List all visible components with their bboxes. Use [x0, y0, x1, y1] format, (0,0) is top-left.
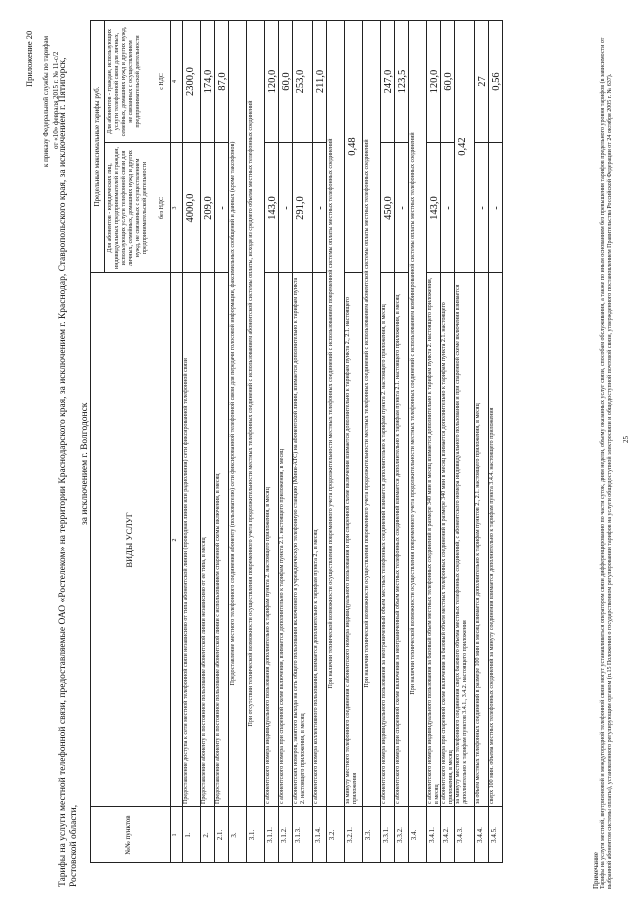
row-value-citizens: 211,0 — [315, 69, 326, 94]
row-num: 3.2. — [328, 829, 336, 841]
row-num: 3.4.2. — [442, 827, 450, 843]
row-service: Предоставление абоненту в постоянное пользование абонентской линии с использованием спаренной схемы включения, в месяц — [215, 473, 221, 804]
footnote-label: Примечание — [592, 852, 600, 889]
row-value-entities: - — [443, 206, 454, 210]
row-value-entities: 143,0 — [429, 196, 440, 220]
row-service: с абонентского номера индивидуального пользования за неограниченный объем местных телефонных соединений взимается дополнительно к тарифам пункта 2. настоящего приложения, в месяц — [381, 304, 387, 804]
row-value-entities: 143,0 — [267, 196, 278, 220]
row-num: 1. — [184, 832, 192, 838]
tariff-table — [90, 20, 620, 863]
row-num: 3.1.4. — [314, 827, 322, 843]
footnote-text: Тарифы на услуги местной, внутризоновой и междугородной телефонной связи могут устанавливаться оператором связи дифференцированно по части суток, дням недели, объему оказанных услуг связи, способам обслуживания, а также по иным основаниям без превышения тарифов предельного уровня тарифов (в зависимости от выбранной абонентом системы оплаты), установленного регулирующим органом (п.15 Положения о государственном регулировании тарифов на услуги общедоступной электросвязи и общедоступной почтовой связи, утвержденного постановлением Правительства Российской Федерации от 24 октября 2005 г. № 637). — [600, 37, 613, 889]
row-value-citizens: 60,0 — [281, 72, 292, 91]
row-value-entities: - — [281, 206, 292, 210]
header-entities: Для абонентов - юридических лиц, индивидуальных предпринимателей и граждан, использующих услуги телефонной связи для личных, семейных, домашних нужд и других нужд, не связанных с осуществлением предпринимательской деятельности — [107, 147, 148, 269]
row-service: Предоставление местного телефонного соединения абоненту (пользователю) сети фиксированной телефонной связи для передачи голосовой информации, факсимильных сообщений и данных (кроме таксофонов) — [230, 141, 236, 686]
header-citizens-unit: с НДС — [159, 73, 165, 90]
row-service: При отсутствии технической возможности осуществления повременного учета продолжительности местных телефонных соединений с использованием абонентской системы оплаты, исходя из среднего объема местных телефонных соединений — [248, 100, 254, 727]
row-num: 3.4.1. — [428, 827, 436, 843]
row-service: с абонентского номера при спаренной схеме включения, взимается дополнительно к тарифам пункта 2.1. настоящего приложения, в месяц — [279, 448, 285, 804]
row-num: 3.2.1. — [346, 827, 354, 843]
index-4: 4 — [172, 80, 178, 83]
row-num: 3.4.5. — [490, 827, 498, 843]
row-service: с абонентского номера индивидуального пользования за базовый объем местных телефонных соединений в размере 340 мин в месяц взимается дополнительно к тарифам пункта 2. настоящего приложения, в месяц — [427, 277, 440, 804]
row-value-entities: - — [315, 206, 326, 210]
row-service: с абонентских номеров, занятого выхода на сеть общего пользования включенного в учрежденческую телефонную станцию (Мини-АТС) на абонентской линии, взимается дополнительно к тарифам пункта 2. настоящего приложения, в месяц — [293, 277, 306, 804]
row-value-citizens: 2300,0 — [185, 67, 196, 96]
row-num: 3. — [230, 832, 238, 838]
row-num: 3.1.3. — [294, 827, 302, 843]
header-tariffs-group: Предельные максимальные тарифы руб. — [93, 86, 101, 207]
page-title-cont: за исключением г. Волгодонск — [80, 402, 90, 525]
row-service: При наличии технической возможности осуществления повременного учета продолжительности местных телефонных соединений с использованием абонентской системы оплаты местных телефонных соединений — [364, 139, 370, 688]
row-service: с абонентского номера индивидуального пользования дополнительно к тарифам пункта 2. настоящего приложения, в месяц — [265, 487, 271, 804]
row-service: При наличии технической возможности осуществления повременного учета продолжительности местных телефонных соединений с использованием повременной системы оплаты местных телефонных соединений — [328, 138, 334, 689]
row-num: 3.3.2. — [396, 827, 404, 843]
row-service: При наличии технической возможности осуществления повременного учета продолжительности местных телефонных соединений с использованием комбинированной системы оплаты местных телефонных соединений — [410, 132, 416, 695]
row-value-citizens: 0,56 — [491, 72, 502, 91]
row-service: сверх 100 мин. объема местных телефонных соединений за минуту соединения взимается дополнительно к тарифам пункта 3.4.4. настоящего приложения — [489, 407, 495, 804]
row-value-citizens: 174,0 — [203, 69, 214, 94]
row-num: 3.1.2. — [280, 827, 288, 843]
row-service: за минуту местного телефонного соединения сверх базового объема местных телефонных соединений, с абонентского номера индивидуального пользования и при спаренной схеме включения взимается дополнительно к тарифам пунктов 3.4.1., 3.4.2. настоящего приложения — [455, 284, 468, 804]
header-citizens: Для абонентов - граждан, использующих услуги телефонной связи для личных, семейных, домашних нужд и других нужд, не связанных с осуществлением предпринимательской деятельности — [107, 26, 141, 137]
index-3: 3 — [172, 206, 178, 210]
row-num: 3.3.1. — [382, 827, 390, 843]
header-services: ВИДЫ УСЛУГ — [124, 512, 134, 568]
order-reference: к приказу Федеральной службы по тарифам — [42, 35, 50, 167]
row-service: с абонентского номера при спаренной схеме включения за базовый объем местных телефонных соединений в размере 340 мин в месяц взимается дополнительно к тарифам пункта 2.1. настоящего приложения, в месяц — [441, 302, 454, 804]
row-service: с абонентского номера коллективного пользования, взимается дополнительно к тарифам пункта 2., в месяц — [313, 529, 319, 804]
row-value-entities: - — [397, 206, 408, 210]
row-num: 2.1. — [216, 829, 224, 841]
row-value-entities: 450,0 — [383, 196, 394, 220]
row-value-citizens: 120,0 — [429, 69, 440, 94]
row-num: 3.4.4. — [476, 827, 484, 843]
row-value-citizens: 87,0 — [217, 72, 228, 91]
appendix-label: Приложение 20 — [24, 30, 34, 87]
row-value-citizens: 247,0 — [383, 69, 394, 94]
row-value-citizens: 123,5 — [397, 69, 408, 94]
row-value-citizens: 60,0 — [443, 72, 454, 91]
row-service: за минуту местного телефонного соединения с абонентского номера индивидуального пользования и при спаренной схеме включения взимается дополнительно к тарифам пункта 2., 2.1. настоящего приложения — [345, 296, 358, 804]
row-value-entities: 209,0 — [203, 196, 214, 220]
index-2: 2 — [172, 538, 178, 542]
row-num: 3.3. — [364, 829, 372, 841]
row-value-citizens: 27 — [477, 76, 488, 87]
row-num: 2. — [202, 832, 210, 838]
row-value-citizens: 120,0 — [267, 69, 278, 94]
row-num: 3.1.1. — [266, 827, 274, 843]
row-value-merged: 0,48 — [347, 137, 358, 156]
row-num: 3.4. — [410, 829, 418, 841]
row-num: 3.4.3. — [456, 827, 464, 843]
order-date: от «10» февраля 2015 г. № 11-с/2 — [52, 51, 60, 149]
row-service: Предоставление доступа к сети местной телефонной связи независимо от типа абонентской линии (проводная линия или радиолиния) сети фиксированной телефонной связи — [183, 358, 189, 804]
row-value-entities: - — [217, 206, 228, 210]
page-number: 25 — [622, 436, 630, 443]
page-title: Тарифы на услуги местной телефонной связи, предоставляемые ОАО «Ростелеком» на территории Краснодарского края, за исключением г. Краснодар, Ставропольского края, за исключением г. Пятигорск, Ростовской области, — [58, 57, 79, 887]
row-service: с абонентского номера при спаренной схеме включения за неограниченный объем местных телефонных соединений взимается дополнительно к тарифам пункта 2.1. настоящего приложения, в месяц — [395, 294, 401, 804]
row-service: Предоставление абоненту в постоянное пользование абонентской линии независимо от ее типа, в месяц — [201, 537, 207, 804]
row-num: 3.1. — [248, 829, 256, 841]
index-1: 1 — [172, 833, 178, 837]
row-value-citizens: 253,0 — [295, 69, 306, 94]
header-entities-unit: без НДС — [159, 197, 165, 220]
row-value-entities: - — [477, 206, 488, 210]
row-value-merged: 0,42 — [457, 137, 468, 156]
row-value-entities: 4000,0 — [185, 193, 196, 223]
row-service: за объем местных телефонных соединений в размере 100 мин в месяц взимается дополнительно к тарифам пунктов 2., 2.1. настоящего приложения, в месяц — [475, 403, 481, 804]
row-value-entities: - — [491, 206, 502, 210]
header-num: №№ пунктов — [124, 815, 132, 855]
row-value-entities: 291,0 — [295, 196, 306, 220]
